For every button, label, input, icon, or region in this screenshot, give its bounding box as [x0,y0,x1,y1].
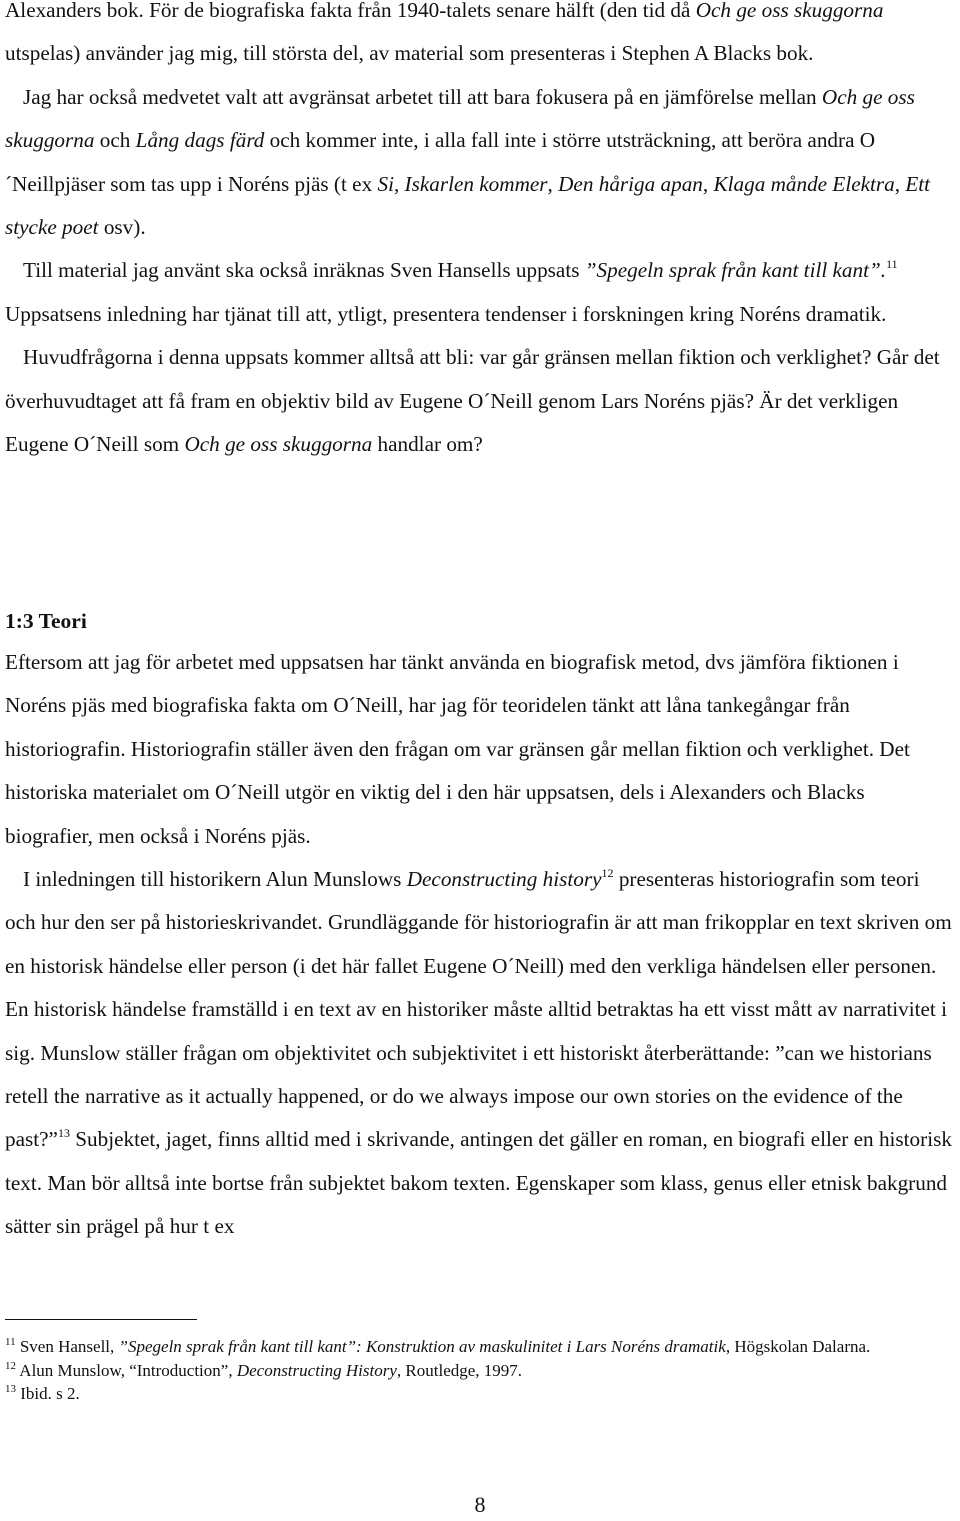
footnote-ref-11[interactable]: 11 [886,257,898,272]
footnote-13: $^{13}$ Ibid. s 2. [5,1383,80,1403]
paragraph-scope: Jag har också medvetet valt att avgränsat arbetet till att bara fokusera på en jämförelse mellan Och ge oss skuggorna och Lång dags färd och kommer inte, i alla fall inte i större utsträckning, att beröra andra O´Neillpjäser som tas upp i Noréns pjäs (t ex Si, Iskarlen kommer, Den håriga apan, Klaga månde Elektra, Ett stycke poet osv). [5,84,931,240]
page-number: 8 [474,1492,486,1517]
footnote-12: $^{12}$ Alun Munslow, “Introduction”, Deconstructing History, Routledge, 1997. [5,1359,523,1380]
footnotes [5,1335,955,1406]
section-heading-theory: 1:3 Teori [5,609,87,633]
document-page [5,0,955,1403]
footnote-11: $^{11}$ Sven Hansell, ”Spegeln sprak från kant till kant”: Konstruktion av maskulinitet i Lars Noréns dramatik, Högskolan Dalarna. [5,1336,871,1356]
paragraph-historiography: I inledningen till historikern Alun Munslows Deconstructing history$^{12}$ presenteras historiografin som teori och hur den ser på historieskrivandet. Grundläggande för historiografin är att man frikopplar en text skriven om en historisk händelse eller person (i det här fallet Eugene O´Neill) med den verkliga händelsen eller personen. En historisk händelse framställd i en text av en historiker måste alltid betraktas ha ett visst mått av narrativitet i sig. Munslow ställer frågan om objektivitet och subjektivitet i ett historiskt återberättande: ”can we historians retell the narrative as it actually happened, or do we always impose our own stories on the evidence of the past?”$^{13}$ Subjektet, jaget, finns alltid med i skrivande, antingen det gäller en roman, en biografi eller en historisk text. Man bör alltså inte bortse från subjektet bakom texten. Egenskaper som klass, genus eller etnisk bakgrund sätter sin prägel på hur t ex [5,866,952,1239]
section-introduction-continued [5,0,955,466]
footnote-ref-12[interactable]: 12 [601,866,614,881]
paragraph-research-questions: Huvudfrågorna i denna uppsats kommer alltså att bli: var går gränsen mellan fiktion och verklighet? Går det överhuvudtaget att få fram en objektiv bild av Eugene O´Neill genom Lars Noréns pjäs? Är det verkligen Eugene O´Neill som Och ge oss skuggorna handlar om? [5,345,940,457]
paragraph-biographical-sources: Alexanders bok. För de biografiska fakta från 1940-talets senare hälft (den tid då Och ge oss skuggorna utspelas) använder jag mig, till största del, av material som presenteras i Stephen A Blacks bok. [5,0,884,66]
footnote-ref-13[interactable]: 13 [57,1126,70,1141]
section-theory [5,641,955,1249]
footnote-separator [5,1319,197,1320]
paragraph-hansell-essay: Till material jag använt ska också inräknas Sven Hansells uppsats ”Spegeln sprak från kant till kant”.$^{11}$ Uppsatsens inledning har tjänat till att, ytligt, presentera tendenser i forskningen kring Noréns dramatik. [5,257,898,326]
paragraph-method: Eftersom att jag för arbetet med uppsatsen har tänkt använda en biografisk metod, dvs jämföra fiktionen i Noréns pjäs med biografiska fakta om O´Neill, har jag för teoridelen tänkt att låna tankegångar från historiografin. Historiografin ställer även den frågan om var gränsen går mellan fiktion och verklighet. Det historiska materialet om O´Neill utgör en viktig del i den här uppsatsen, dels i Alexanders och Blacks biografier, men också i Noréns pjäs. [5,650,910,848]
